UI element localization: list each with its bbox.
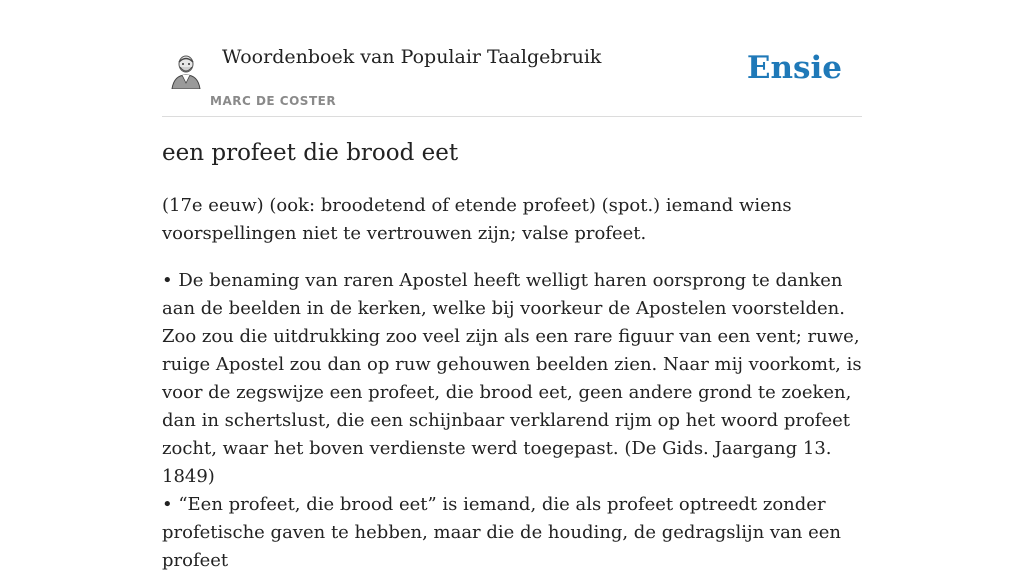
brand-logo[interactable]: Ensie <box>746 50 842 86</box>
source-title[interactable]: Woordenboek van Populair Taalgebruik <box>222 46 602 68</box>
entry-title: een profeet die brood eet <box>162 140 459 166</box>
quote-item: • “Een profeet, die brood eet” is iemand, die als profeet optreedt zonder profetische gaven te hebben, maar die de houding, de gedragslijn van een profeet <box>162 494 842 571</box>
entry-definition: (17e eeuw) (ook: broodetend of etende profeet) (spot.) iemand wiens voorspellingen niet te vertrouwen zijn; valse profeet. <box>162 195 792 244</box>
source-author[interactable]: MARC DE COSTER <box>210 94 337 108</box>
source-header <box>162 0 862 117</box>
quote-item: • De benaming van raren Apostel heeft welligt haren oorsprong te danken aan de beelden in de kerken, welke bij voorkeur de Apostelen voorstelden. Zoo zou die uitdrukking zoo veel zijn als een rare figuur van een vent; ruwe, ruige Apostel zou dan op ruw gehouwen beelden zien. Naar mij voorkomt, is voor de zegswijze een profeet, die brood eet, geen andere grond te zoeken, dan in schertslust, die een schijnbaar verklarend rijm op het woord profeet zocht, waar het boven verdienste werd toegepast. (De Gids. Jaargang 13. 1849) <box>162 270 862 487</box>
portrait-engraving-icon[interactable] <box>170 53 202 89</box>
entry-page <box>162 0 862 571</box>
entry-quotes <box>162 267 862 575</box>
